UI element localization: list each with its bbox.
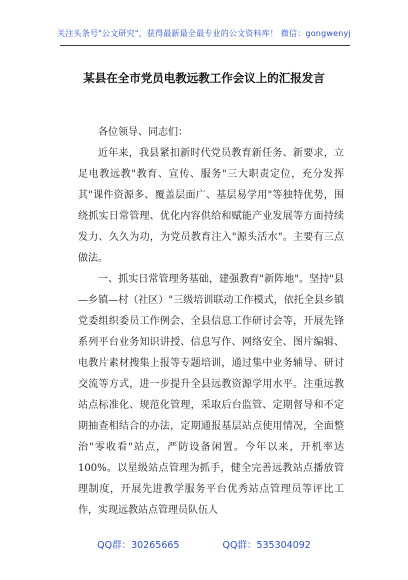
paragraph-section-1: 一、抓实日常管理务基础，建强教育"新阵地"。坚持"县—乡镇—村（社区）"三级培训联动工作模式，依托全县乡镇党委组织委员工作例会、全县信息工作研讨会等，开展先锋系列平台业务知识讲授、信息写作、网络安全、图片编辑、电教片素材搜集上报等专题培训，通过集中业务辅导、研讨交流等方式，进一步提升全县远教资源学用水平。注重远教站点标准化、规范化管理，采取后台监管、定期督导和不定期抽查相结合的办法，定期通报基层站点使用情况，全面整治"零收看"站点，严防设备闲置。今年以来，开机率达100%。以星级站点管理为抓手，健全完善远教站点播放管理制度，开展先进教学服务平台优秀站点管理员等评比工作，实现远教站点管理员队伍人 [78,274,344,516]
paragraph-intro: 近年来，我县紧扣新时代党员教育新任务、新要求，立足电教远教"教育、宣传、服务"三大职责定位，充分发挥其"课件资源多、覆盖层面广、基层易学用"等独特优势，围绕抓实日常管理、优化内容供给和赋能产业发展等方面持续发力、久久为功，为党员教育注入"源头活水"。主要有三点做法。 [78,148,344,264]
document-title: 某县在全市党员电教远教工作会议上的汇报发言 [83,71,325,85]
salutation: 各位领导、同志们： [98,127,188,138]
header-banner: 关注头条号"公文研究"，获得最新最全最专业的公文资料库！ 微信：gongwenyj [57,29,351,38]
footer-qq-group-2: QQ群：535304092 [222,540,311,551]
header-divider [60,45,350,46]
footer-qq-group-1: QQ群：30265665 [97,540,180,551]
footer-contact [0,537,408,551]
document-body [78,122,344,521]
